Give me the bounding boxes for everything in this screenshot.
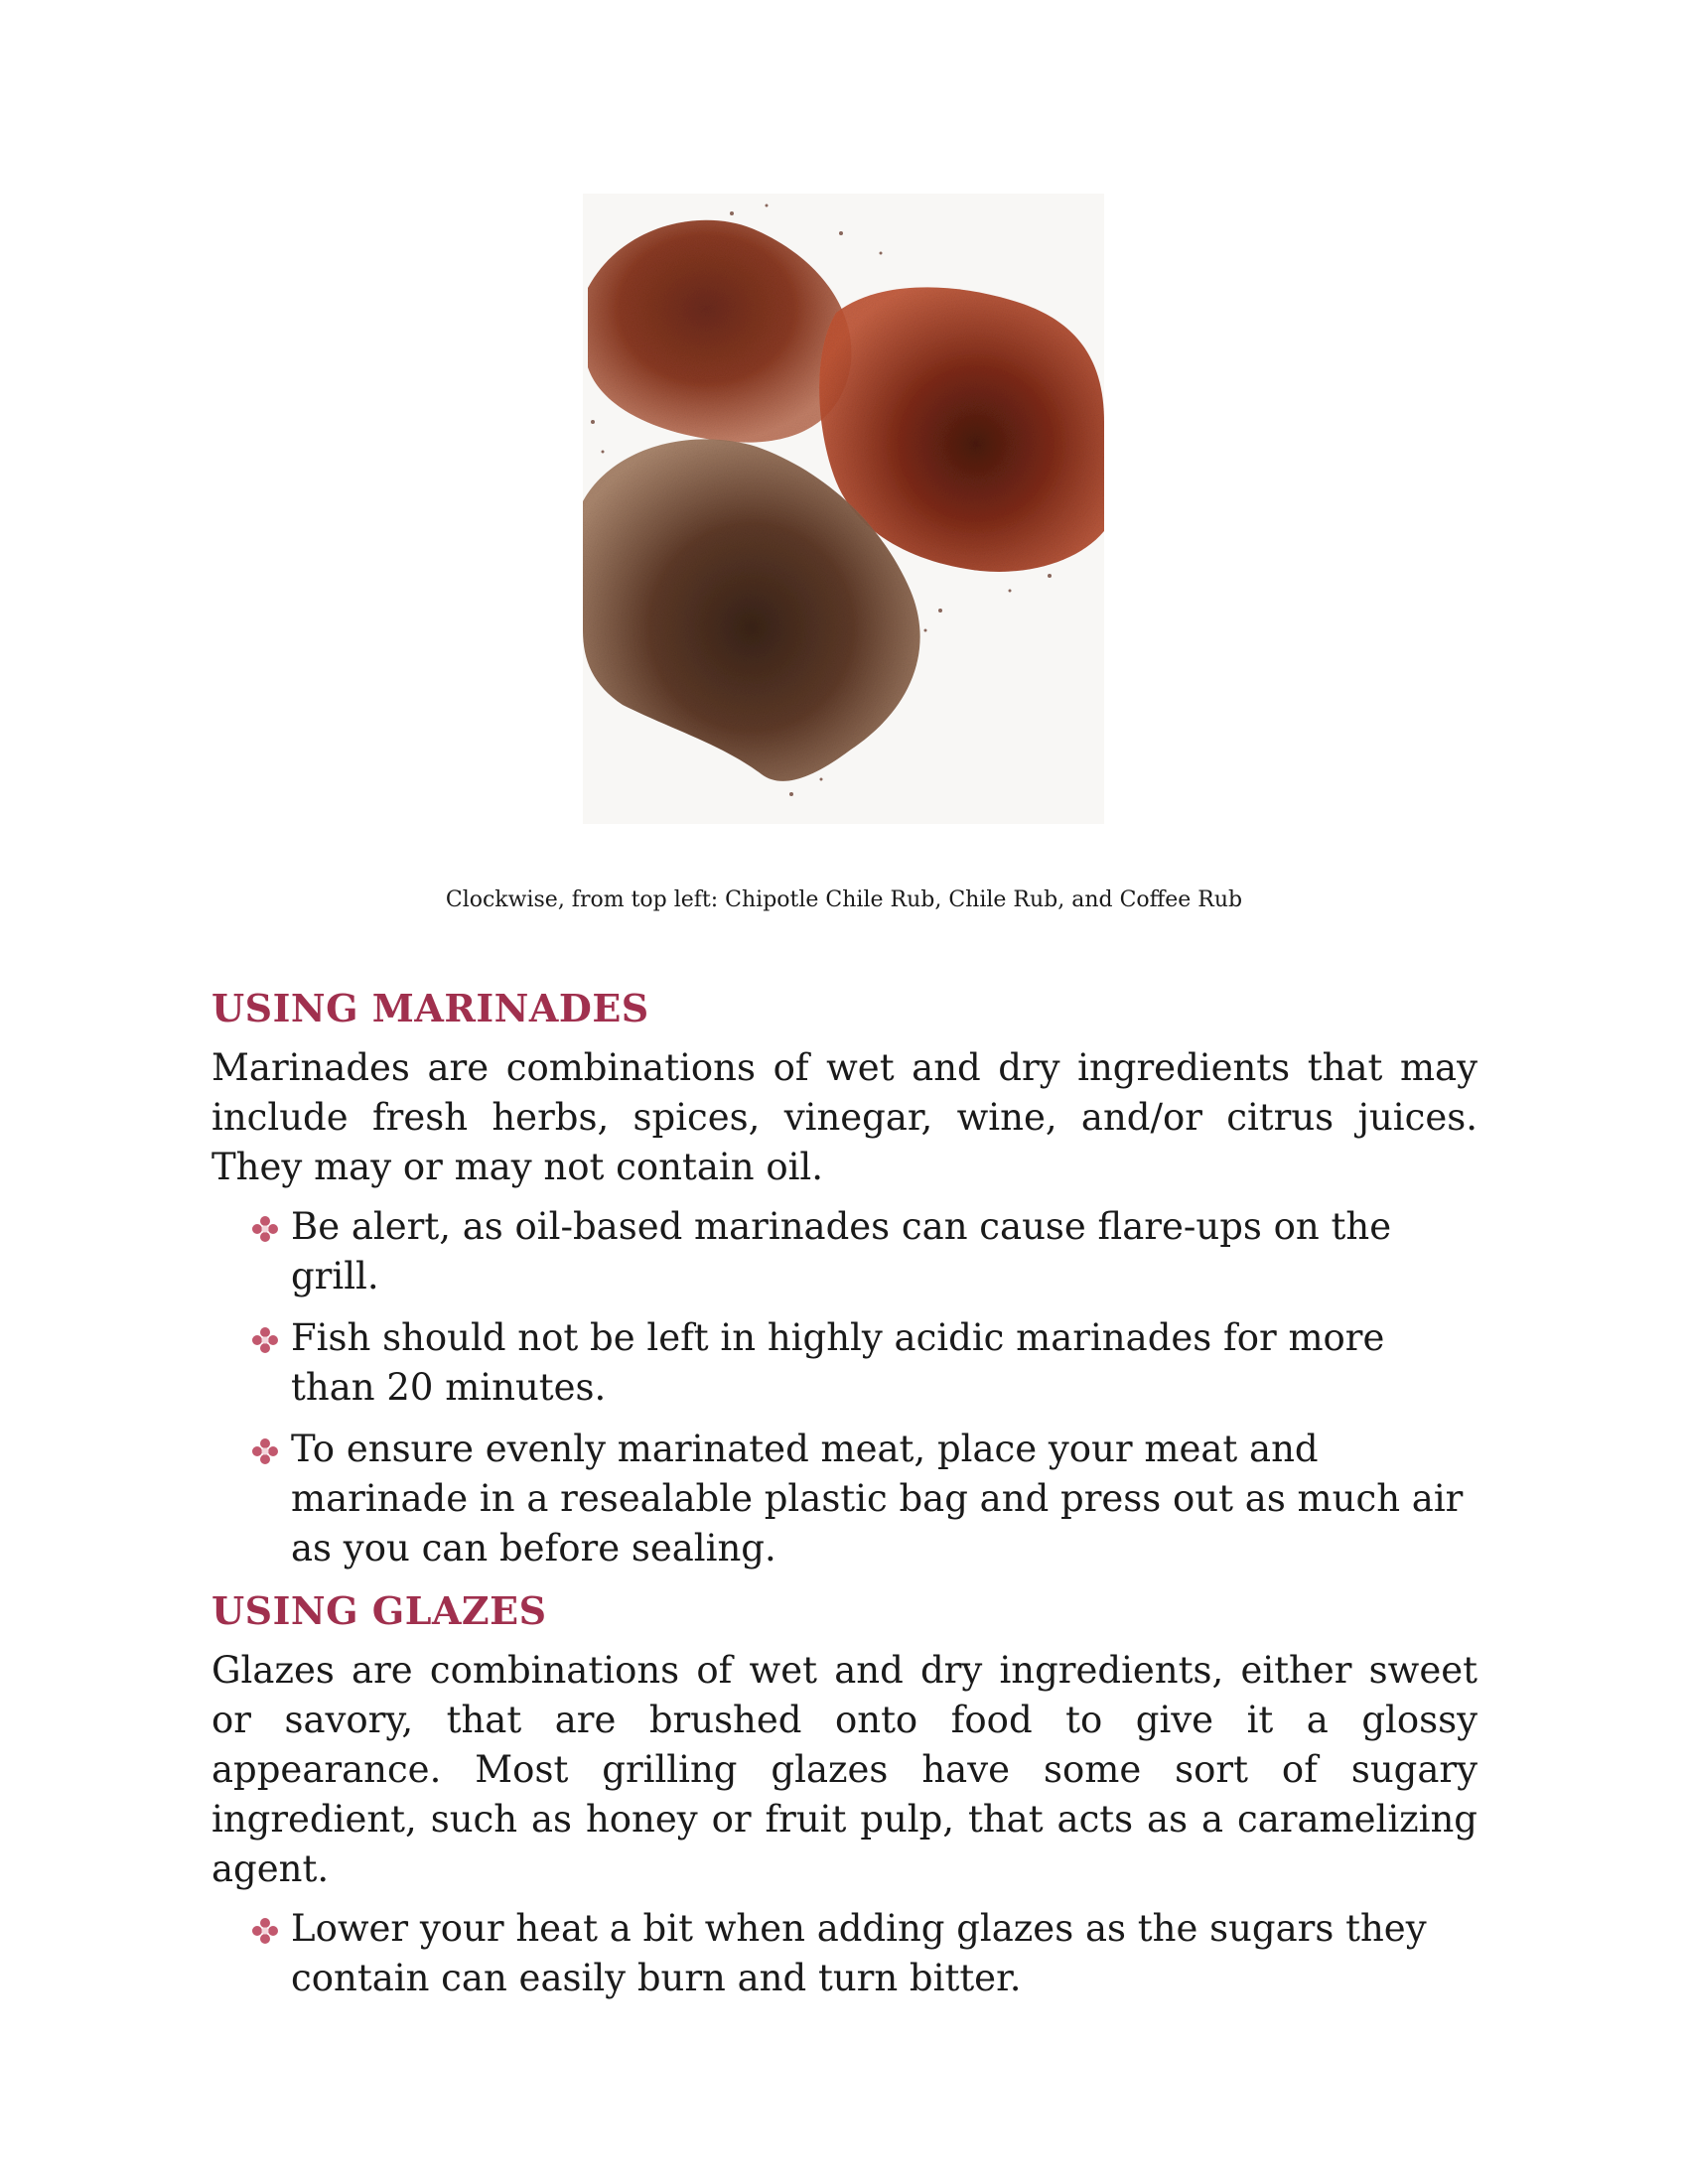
glazes-tips-list	[211, 1904, 1477, 2003]
spice-rubs-image	[583, 194, 1104, 824]
list-item-text: To ensure evenly marinated meat, place your meat and marinade in a resealable plastic bag and press out as much air as you can before sealing.	[291, 1428, 1464, 1570]
flower-bullet-icon	[251, 1215, 279, 1243]
glazes-section	[211, 1588, 1477, 2015]
flower-bullet-icon	[251, 1437, 279, 1465]
marinades-section	[211, 986, 1477, 1585]
glazes-intro: Glazes are combinations of wet and dry ingredients, either sweet or savory, that are brushed onto food to give it a glossy appearance. Most grilling glazes have some sort of sugary ingredient, such as honey or fruit pulp, that acts as a caramelizing agent.	[211, 1649, 1477, 1890]
list-item	[211, 1425, 1477, 1573]
list-item	[211, 1313, 1477, 1413]
flower-bullet-icon	[251, 1917, 279, 1945]
marinades-tips-list	[211, 1202, 1477, 1573]
spice-rubs-photo	[583, 194, 1104, 824]
list-item-text: Be alert, as oil-based marinades can cause flare-ups on the grill.	[291, 1205, 1392, 1297]
flower-bullet-icon	[251, 1326, 279, 1354]
list-item-text: Fish should not be left in highly acidic marinades for more than 20 minutes.	[291, 1316, 1385, 1409]
list-item	[211, 1202, 1477, 1301]
marinades-heading: USING MARINADES	[211, 986, 649, 1030]
glazes-heading: USING GLAZES	[211, 1588, 547, 1633]
photo-caption: Clockwise, from top left: Chipotle Chile Rub, Chile Rub, and Coffee Rub	[445, 887, 1243, 912]
marinades-intro: Marinades are combinations of wet and dry ingredients that may include fresh herbs, spices, vinegar, wine, and/or citrus juices. They may or may not contain oil.	[211, 1046, 1477, 1188]
list-item-text: Lower your heat a bit when adding glazes as the sugars they contain can easily burn and turn bitter.	[291, 1907, 1427, 1999]
list-item	[211, 1904, 1477, 2003]
